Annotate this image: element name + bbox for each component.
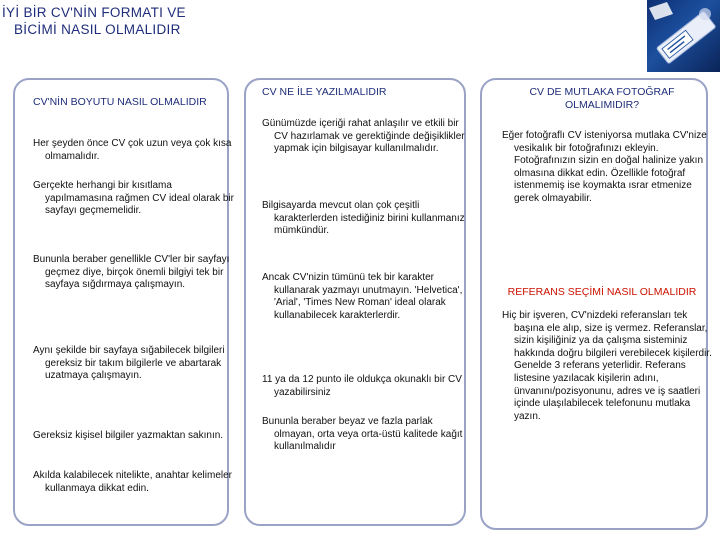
cv-photo-reference-panel [480,78,712,530]
cv-writing-paragraph-3: Ancak CV'nizin tümünü tek bir karakter kullanarak yazmayı unutmayın. 'Helvetica', 'Arial', 'Times New Roman' ideal olarak kullanabilecek karakterlerdir. [262,272,463,321]
cv-size-paragraph-3: Bununla beraber genellikle CV'ler bir sayfayı geçmez diye, birçok önemli bilgiyi tek bir sayfaya sığdırmaya çalışmayın. [33,254,230,291]
cv-photo-paragraph: Eğer fotoğraflı CV isteniyorsa mutlaka CV'nize vesikalık bir fotoğrafınızı ekleyin. Fotoğrafınızın sizin en doğal halinize yakın olmasına dikkat edin. Özellikle fotoğraf istenmemiş ise koymakta ısrar etmenize gerek olmayabilir. [502,130,707,204]
cv-writing-paragraph-2: Bilgisayarda mevcut olan çok çeşitli karakterlerden istediğiniz birini kullanmanız mümkündür. [262,200,465,237]
cv-writing-panel [244,78,466,526]
reference-paragraph: Hiç bir işveren, CV'nizdeki referansları tek başına ele alıp, size iş vermez. Referanslar, sizin kişiliğiniz ya da çalışma sisteminiz hakkında doğru bilgileri verebilecek kişilerdir. Genelde 3 referans yeterlidir. Referans listesine yazılacak kişilerin adını, ünvanını/pozisyonunu, adres ve iş saatleri içinde ulaşılabilecek telefonunu mutlaka yazın. [502,310,712,422]
cv-size-paragraph-1: Her şeyden önce CV çok uzun veya çok kısa olmamalıdır. [33,138,232,162]
cv-writing-heading: CV NE İLE YAZILMALIDIR [262,86,387,98]
cv-size-paragraph-4: Aynı şekilde bir sayfaya sığabilecek bilgileri gereksiz bir takım bilgilerle ve abartarak uzatmaya çalışmayın. [33,345,225,382]
reference-heading: REFERANS SEÇİMİ NASIL OLMALIDIR [507,286,697,298]
cv-photo-heading: CV DE MUTLAKA FOTOĞRAF OLMALIMIDIR? [529,86,675,111]
cv-size-panel [13,78,234,526]
cv-size-paragraph-5: Gereksiz kişisel bilgiler yazmaktan sakının. [33,430,224,441]
page-title-line-1: İYİ BİR CV'NİN FORMATI VE [2,5,186,20]
page-title [0,4,260,38]
page-title-line-2: BİCİMİ NASIL OLMALIDIR [14,22,181,37]
cv-size-paragraph-6: Akılda kalabilecek nitelikte, anahtar kelimeler kullanmaya dikkat edin. [33,470,232,494]
cv-writing-paragraph-1: Günümüzde içeriği rahat anlaşılır ve etkili bir CV hazırlamak ve gerektiğinde değişiklikler yapmak için bilgisayar kullanılmalıdır. [262,118,465,155]
cv-writing-paragraph-4: 11 ya da 12 punto ile oldukça okunaklı bir CV yazabilirsiniz [262,374,462,398]
cv-size-paragraph-2: Gerçekte herhangi bir kısıtlama yapılmamasına rağmen CV ideal olarak bir sayfayı geçmemelidir. [33,180,234,217]
career-graphic-icon [647,0,720,72]
cv-size-heading: CV'NİN BOYUTU NASIL OLMALIDIR [33,96,207,108]
cv-writing-paragraph-5: Bununla beraber beyaz ve fazla parlak olmayan, orta veya orta-üstü kalitede kağıt kullanılmalıdır [262,416,463,453]
